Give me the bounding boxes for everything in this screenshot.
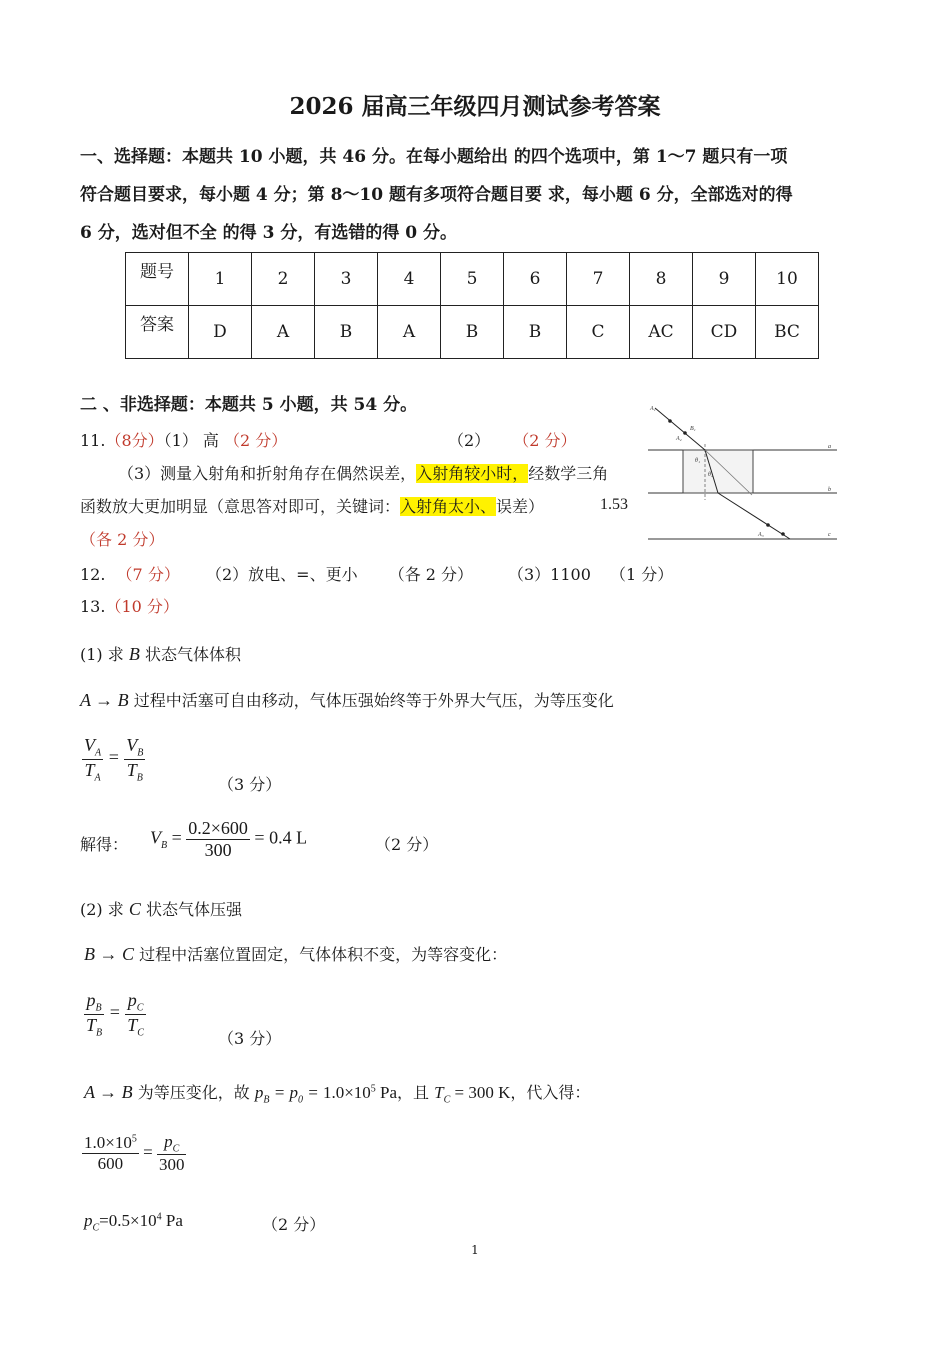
label-c: c: [828, 532, 831, 538]
q13-part1-title-b: 状态气体体积: [144, 645, 241, 664]
q13-equation2: $\frac{p_B}{T_B}$ = $\frac{p_C}{T_C}$: [86, 990, 144, 1039]
q13-part1-title: [80, 642, 241, 665]
q13-part2-process: [84, 942, 507, 965]
answer-row: [126, 306, 819, 359]
q13-solve-lhs: V: [150, 827, 161, 848]
q13-process-bc: B → C: [84, 944, 135, 964]
answer-cell: BC: [756, 306, 819, 359]
q11-number: 11.: [80, 431, 106, 450]
q13-condition-line: [84, 1080, 590, 1105]
q13-eq3-den-left: 600: [97, 1154, 124, 1174]
q13-equation3: $\frac{1.0\times 10^5}{600}$ = $\frac{p_C}{300}$: [84, 1132, 185, 1175]
q13-part2-var: C: [128, 899, 141, 919]
pin-a4: [781, 532, 785, 536]
q13-solve-equation: $V_B$ = $\frac{0.2\times 600}{300}$ = 0.4 L: [150, 818, 308, 860]
question-number: 5: [441, 253, 504, 306]
q13-part2-title-a: (2) 求: [80, 900, 124, 919]
pin-a3: [766, 523, 770, 527]
answer-cell: AC: [630, 306, 693, 359]
q12-part3: [508, 562, 673, 585]
incident-ray: [655, 408, 705, 450]
q11-highlight-1: 入射角较小时，: [416, 464, 529, 483]
question-number: 7: [567, 253, 630, 306]
section1-line1: 一、选择题：本题共 10 小题，共 46 分。在每小题给出 的四个选项中，第 1～7 题只有一项: [80, 147, 788, 167]
q13-eq2-score: （3 分）: [218, 1029, 282, 1048]
q11-answer-value: 1.53: [600, 496, 628, 513]
label-a1: A₁: [650, 406, 656, 412]
label-b: b: [828, 487, 831, 493]
q12-part3-score: （1 分）: [610, 565, 674, 584]
q12-line: [80, 562, 180, 585]
question-number: 1: [189, 253, 252, 306]
question-number: 8: [630, 253, 693, 306]
answer-cell: CD: [693, 306, 756, 359]
answer-cell: B: [441, 306, 504, 359]
page-title: 2026 届高三年级四月测试参考答案: [289, 93, 661, 120]
page-number: 1: [471, 1243, 479, 1257]
answer-label: 答案: [126, 306, 189, 359]
q11-highlight-2: 入射角太小、: [400, 497, 497, 516]
q11-part2-label: （2）: [448, 431, 491, 450]
label-a3: A₃: [758, 532, 764, 538]
q13-cond-process: A → B: [84, 1082, 133, 1102]
q11-part3-line2: [80, 494, 544, 517]
q13-header: [80, 594, 179, 617]
glass-block: [683, 450, 753, 493]
pin-a1: [668, 419, 672, 423]
q13-cond-text-a: 为等压变化，故: [137, 1083, 250, 1102]
q12-part2-score: （各 2 分）: [388, 565, 474, 584]
q11-part3-text-d: 误差）: [496, 497, 545, 516]
question-number: 9: [693, 253, 756, 306]
answer-table: [125, 252, 819, 359]
label-a2: A₂: [676, 436, 682, 442]
question-number: 3: [315, 253, 378, 306]
q13-solve-label: 解得：: [80, 835, 129, 854]
q13-result: $p_C=0.5\times 10^4$ Pa: [84, 1211, 183, 1234]
question-number: 4: [378, 253, 441, 306]
q11-part2: [448, 428, 577, 451]
q13-result-score: （2 分）: [262, 1215, 326, 1234]
q12-number: 12.: [80, 565, 106, 584]
q12-score: （7 分）: [116, 565, 180, 584]
q13-eq1-score: （3 分）: [218, 775, 282, 794]
answer-cell: B: [504, 306, 567, 359]
q13-process-ab: A → B: [80, 690, 129, 710]
answer-cell: C: [567, 306, 630, 359]
q13-process2-text: 过程中活塞位置固定，气体体积不变，为等容变化：: [139, 945, 508, 964]
refraction-diagram: [640, 400, 840, 550]
q11-score: （8分）: [105, 431, 164, 450]
q13-part1-var: B: [128, 644, 140, 664]
question-label: 题号: [126, 253, 189, 306]
q13-solve-denominator: 300: [204, 840, 232, 860]
q11-each-score: （各 2 分）: [80, 530, 165, 549]
question-number: 6: [504, 253, 567, 306]
question-row: [126, 253, 819, 306]
q12-part2: [206, 562, 473, 585]
q13-part2-title-b: 状态气体压强: [145, 900, 242, 919]
q12-part3-text: （3）1100: [508, 565, 591, 584]
q11-part1-score: （2 分）: [224, 431, 288, 450]
q11-part3-text: （3）测量入射角和折射角存在偶然误差，: [118, 464, 417, 483]
label-a: a: [828, 444, 831, 450]
q11-part3-text-b: 经数学三角: [528, 464, 609, 483]
q13-solve-lhs-sub: B: [161, 840, 168, 852]
q13-solve-score: （2 分）: [375, 835, 439, 854]
label-theta1: θ₁: [695, 458, 701, 464]
answer-cell: A: [378, 306, 441, 359]
q13-part2-title: [80, 897, 242, 920]
q13-part1-title-a: (1) 求: [80, 645, 124, 664]
pin-b1: [683, 431, 687, 435]
q13-process-text: 过程中活塞可自由移动，气体压强始终等于外界大气压，为等压变化: [133, 691, 614, 710]
q13-cond-pressure: $p_B = p_0 = 1.0\times 10^5$ Pa: [254, 1083, 398, 1106]
section2-heading: 二 、非选择题：本题共 5 小题，共 54 分。: [80, 395, 418, 415]
q13-solve-numerator: 0.2×600: [188, 818, 248, 838]
label-theta2: θ₂: [708, 472, 714, 478]
q13-cond-temperature: $T_C = 300$ K: [434, 1083, 511, 1106]
section1-line3: 6 分，选对但不全 的得 3 分，有选错的得 0 分。: [80, 223, 457, 243]
q13-part1-process: [80, 688, 614, 711]
q13-score: （10 分）: [105, 597, 179, 616]
q13-solve-result: = 0.4 L: [254, 827, 308, 848]
q13-cond-text-c: ，代入得：: [510, 1083, 591, 1102]
q13-cond-text-b: ，且: [397, 1083, 430, 1102]
q11-part3-text-c: 函数放大更加明显（意思答对即可，关键词：: [80, 497, 401, 516]
question-number: 10: [756, 253, 819, 306]
q13-equation1: $\frac{V_A}{T_A}$ = $\frac{V_B}{T_B}$: [84, 735, 144, 784]
q13-eq3-den-right: 300: [158, 1155, 185, 1175]
answer-cell: D: [189, 306, 252, 359]
q11-part3-line1: [118, 461, 608, 484]
q11-part1: （1） 高: [163, 431, 219, 450]
label-b1: B₁: [690, 426, 696, 432]
question-number: 2: [252, 253, 315, 306]
answer-cell: B: [315, 306, 378, 359]
section1-line2: 符合题目要求，每小题 4 分；第 8～10 题有多项符合题目要 求，每小题 6 分，全部选对的得: [80, 185, 793, 205]
section1-instructions: [80, 138, 880, 252]
q11-line1: [80, 428, 287, 451]
answer-cell: A: [252, 306, 315, 359]
q12-part2-text: （2）放电、=、更小: [206, 565, 358, 584]
q13-number: 13.: [80, 597, 106, 616]
q11-part2-score: （2 分）: [513, 431, 577, 450]
emergent-ray: [718, 493, 790, 539]
